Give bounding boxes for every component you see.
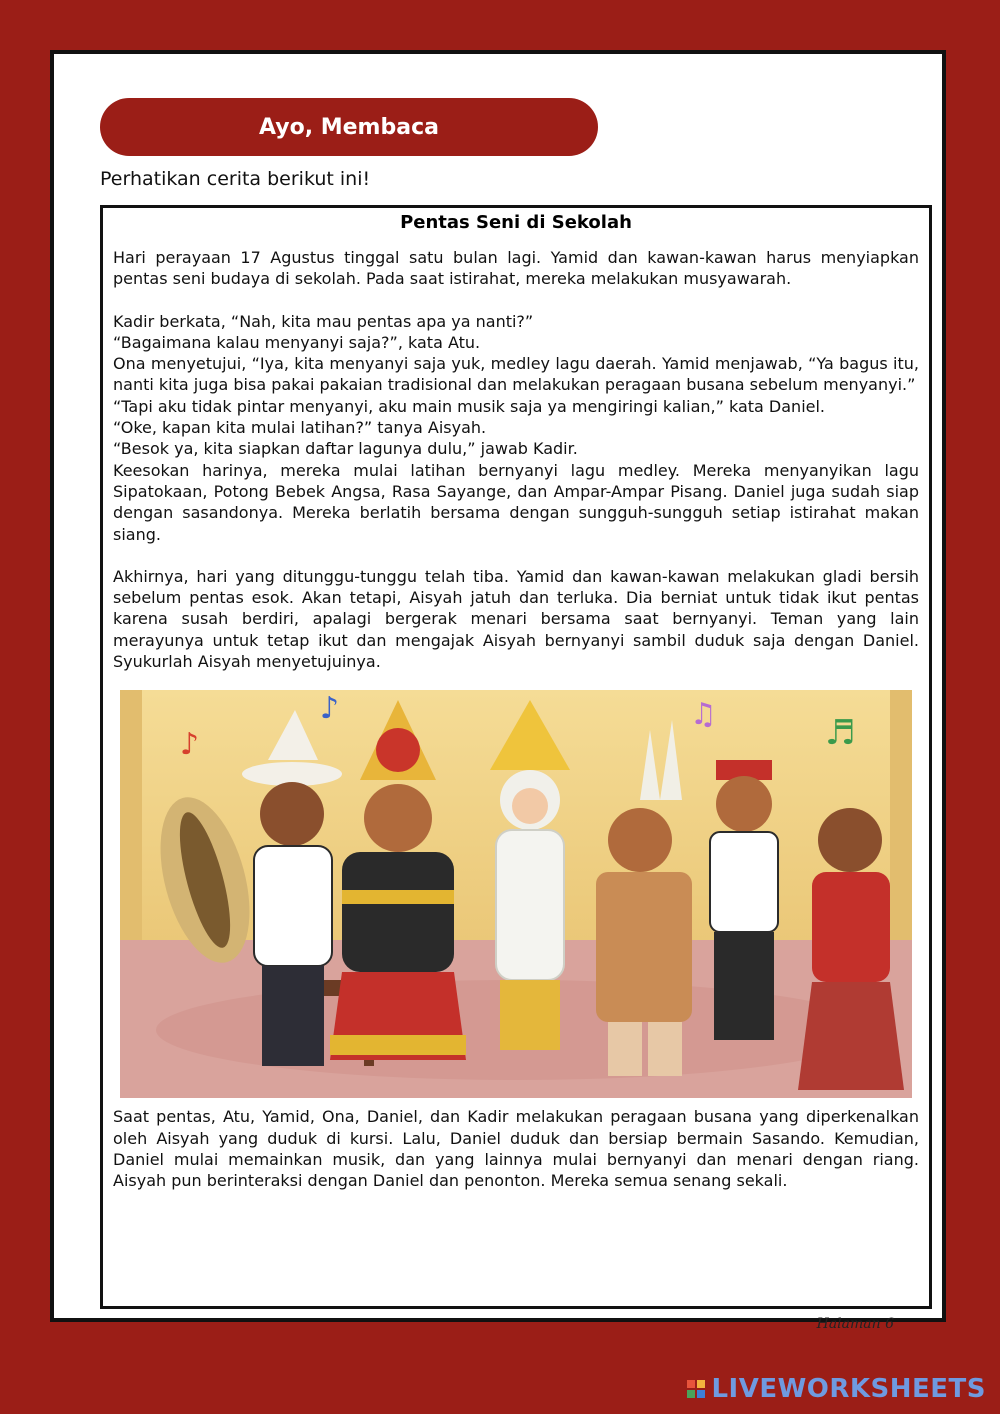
story-paragraph: “Bagaimana kalau menyanyi saja?”, kata Atu. bbox=[113, 332, 481, 352]
story-paragraph: Saat pentas, Atu, Yamid, Ona, Daniel, dan Kadir melakukan peragaan busana yang diperkenalkan oleh Aisyah yang duduk di kursi. Lalu, Daniel duduk dan bersiap bermain Sasando. Kemudian, Daniel mulai memainkan musik, dan yang lainnya mulai bernyanyi dan menari dengan riang. Aisyah pun berinteraksi dengan Daniel dan penonton. Mereka semua senang sekali. bbox=[113, 1107, 919, 1191]
story-box bbox=[100, 205, 932, 1309]
story-paragraph: Hari perayaan 17 Agustus tinggal satu bulan lagi. Yamid dan kawan-kawan harus menyiapkan pentas seni budaya di sekolah. Pada saat istirahat, mereka melakukan musyawarah. bbox=[113, 248, 919, 289]
story-title: Pentas Seni di Sekolah bbox=[400, 212, 632, 233]
brand-name: LIVEWORKSHEETS bbox=[711, 1374, 986, 1404]
svg-text:♪: ♪ bbox=[180, 727, 200, 763]
svg-text:♬: ♬ bbox=[825, 713, 856, 754]
story-paragraph: Akhirnya, hari yang ditunggu-tunggu telah tiba. Yamid dan kawan-kawan melakukan gladi bersih sebelum pentas esok. Akan tetapi, Aisyah jatuh dan terluka. Dia berniat untuk tidak ikut pentas karena susah berdiri, apalagi bergerak menari bersama saat bernyanyi. Teman yang lain merayunya untuk tetap ikut dan mengajak Aisyah bernyanyi sambil duduk saja dengan Daniel. Syukurlah Aisyah menyetujuinya. bbox=[113, 566, 919, 672]
story-paragraph: “Besok ya, kita siapkan daftar lagunya dulu,” jawab Kadir. bbox=[113, 439, 578, 459]
svg-text:♪: ♪ bbox=[320, 691, 340, 727]
story-paragraph: Kadir berkata, “Nah, kita mau pentas apa ya nanti?” bbox=[113, 311, 534, 331]
story-paragraph: Keesokan harinya, mereka mulai latihan bernyanyi lagu medley. Mereka menyanyikan lagu Sipatokaan, Potong Bebek Angsa, Rasa Sayange, dan Ampar-Ampar Pisang. Daniel juga sudah siap dengan sasandonya. Mereka berlatih bersama dengan sungguh-sungguh setiap istirahat makan siang. bbox=[113, 460, 919, 544]
brand-logo bbox=[687, 1374, 986, 1404]
section-heading: Ayo, Membaca bbox=[100, 98, 598, 156]
logo-icon bbox=[687, 1380, 705, 1398]
instruction-text: Perhatikan cerita berikut ini! bbox=[100, 168, 371, 190]
story-paragraph: “Tapi aku tidak pintar menyanyi, aku main musik saja ya mengiringi kalian,” kata Daniel. bbox=[113, 396, 826, 416]
story-paragraph: Ona menyetujui, “Iya, kita menyanyi saja yuk, medley lagu daerah. Yamid menjawab, “Ya bagus itu, nanti kita juga bisa pakai pakaian tradisional dan melakukan peragaan busana sebelum menyanyi.” bbox=[113, 354, 919, 395]
worksheet-page bbox=[50, 50, 946, 1332]
story-paragraph: “Oke, kapan kita mulai latihan?” tanya Aisyah. bbox=[113, 418, 487, 438]
page-number: Halaman 6 bbox=[816, 1316, 894, 1332]
svg-text:♫: ♫ bbox=[690, 697, 717, 733]
story-illustration bbox=[120, 690, 912, 1098]
